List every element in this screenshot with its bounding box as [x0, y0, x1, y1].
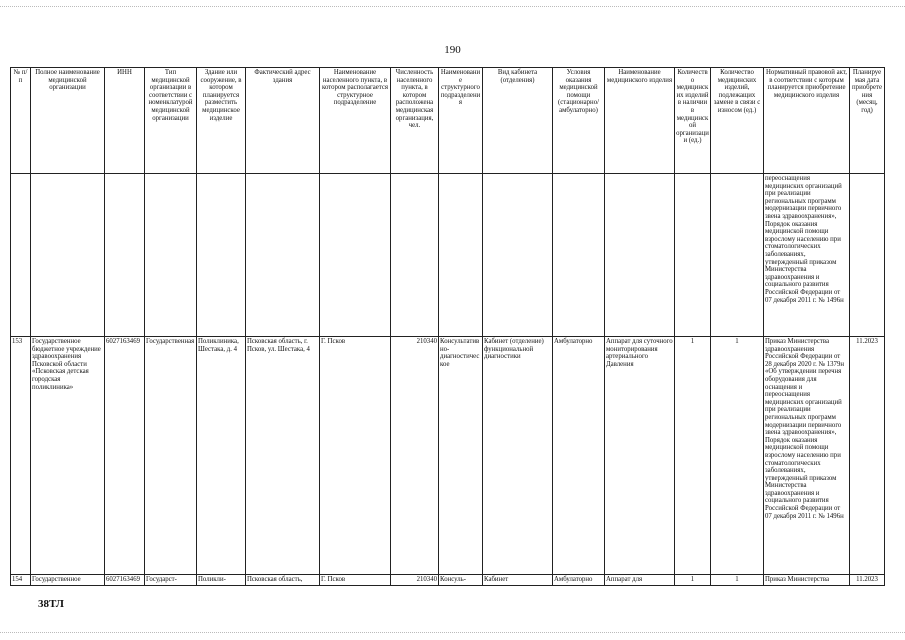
cell-qty-replace: 1 [711, 575, 764, 586]
cell-inn: 6027163469 [105, 337, 145, 575]
col-header-population: Численность населенного пункта, в котором расположена медицинская организация, чел. [391, 68, 439, 174]
scan-edge-bottom [0, 632, 905, 633]
col-header-device: Наименование медицинского изделия [605, 68, 675, 174]
cell-type: Государственная [145, 337, 197, 575]
cell-org: Государственное [31, 575, 105, 586]
cell-cabinet: Кабинет (отделение) функциональной диагностики [483, 337, 553, 575]
cell-device: Аппарат для суточного мониторирования артериального Давления [605, 337, 675, 575]
col-header-legal-act: Нормативный правовой акт, в соответствии с которым планируется приобретение медицинского изделия [764, 68, 850, 174]
col-header-conditions: Условия оказания медицинской помощи (стационарно/ амбулаторно) [553, 68, 605, 174]
cell-org: Государственное бюджетное учреждение здравоохранения Псковской области «Псковская детская городская поликлиника» [31, 337, 105, 575]
table-header-row [11, 68, 885, 174]
col-header-qty-available: Количество медицинских изделий в наличии в медицинской организации (ед.) [675, 68, 711, 174]
col-header-qty-replace: Количество медицинских изделий, подлежащих замене в связи с износом (ед.) [711, 68, 764, 174]
cell-num: 153 [11, 337, 31, 575]
page-number: 190 [444, 44, 461, 56]
cell-num: 154 [11, 575, 31, 586]
cell-type: Государст- [145, 575, 197, 586]
cell-address: Псковская область, г. Псков, ул. Шестака, 4 [246, 337, 320, 575]
col-header-building: Здание или сооружение, в котором планируется разместить медицинское изделие [197, 68, 246, 174]
cell-locality: Г. Псков [320, 575, 391, 586]
cell-cabinet: Кабинет [483, 575, 553, 586]
col-header-org: Полное наименование медицинской организации [31, 68, 105, 174]
cell-unit: Консуль- [439, 575, 483, 586]
col-header-unit: Наименование структурного подразделения [439, 68, 483, 174]
col-header-cabinet: Вид кабинета (отделения) [483, 68, 553, 174]
cell-legal-act: Приказ Министерства здравоохранения Российской Федерации от 28 декабря 2020 г. № 1379н «Об утверждении перечня оборудования для оснащения и переоснащения медицинских организаций при реализации региональных программ модернизации первичного звена здравоохранения», Порядок оказания медицинской помощи взрослому населению при стоматологических заболеваниях, утвержденный приказом Министерства здравоохранения и социального развития Российской Федерации от 07 декабря 2011 г. № 1496н [764, 337, 850, 575]
scan-edge-top [0, 6, 905, 7]
cell-device: Аппарат для [605, 575, 675, 586]
cell-qty-replace: 1 [711, 337, 764, 575]
col-header-inn: ИНН [105, 68, 145, 174]
cell-building: Поликли- [197, 575, 246, 586]
col-header-num: № п/п [11, 68, 31, 174]
table-row [11, 575, 885, 586]
cell-population: 210340 [391, 337, 439, 575]
cell-inn: 6027163469 [105, 575, 145, 586]
cell-legal-act: Приказ Министерства [764, 575, 850, 586]
cell-population: 210340 [391, 575, 439, 586]
col-header-type: Тип медицинской организации в соответствии с номенклатурой медицинской организации [145, 68, 197, 174]
col-header-address: Фактический адрес здания [246, 68, 320, 174]
cell-conditions: Амбулаторно [553, 337, 605, 575]
legal-act-continuation: переоснащения медицинских организаций при реализации региональных программ модернизации первичного звена здравоохранения», Порядок оказания медицинской помощи взрослому населению при стоматологических заболеваниях, утвержденный приказом Министерства здравоохранения и социального развития Российской Федерации от 07 декабря 2011 г. № 1496н [764, 174, 850, 337]
cell-conditions: Амбулаторно [553, 575, 605, 586]
table-row [11, 337, 885, 575]
col-header-date: Планируемая дата приобретения (месяц, год) [850, 68, 885, 174]
col-header-locality: Наименование населенного пункта, в котором располагается структурное подразделение [320, 68, 391, 174]
cell-date: 11.2023 [850, 575, 885, 586]
equipment-table [10, 67, 885, 586]
cell-address: Псковская область, [246, 575, 320, 586]
cell-qty-available: 1 [675, 337, 711, 575]
table-row-continuation [11, 174, 885, 337]
cell-qty-available: 1 [675, 575, 711, 586]
footer-code: 38ТЛ [38, 598, 64, 610]
cell-building: Поликлиника, Шестака, д. 4 [197, 337, 246, 575]
cell-date: 11.2023 [850, 337, 885, 575]
cell-unit: Консультативно-диагностическое [439, 337, 483, 575]
cell-locality: Г. Псков [320, 337, 391, 575]
